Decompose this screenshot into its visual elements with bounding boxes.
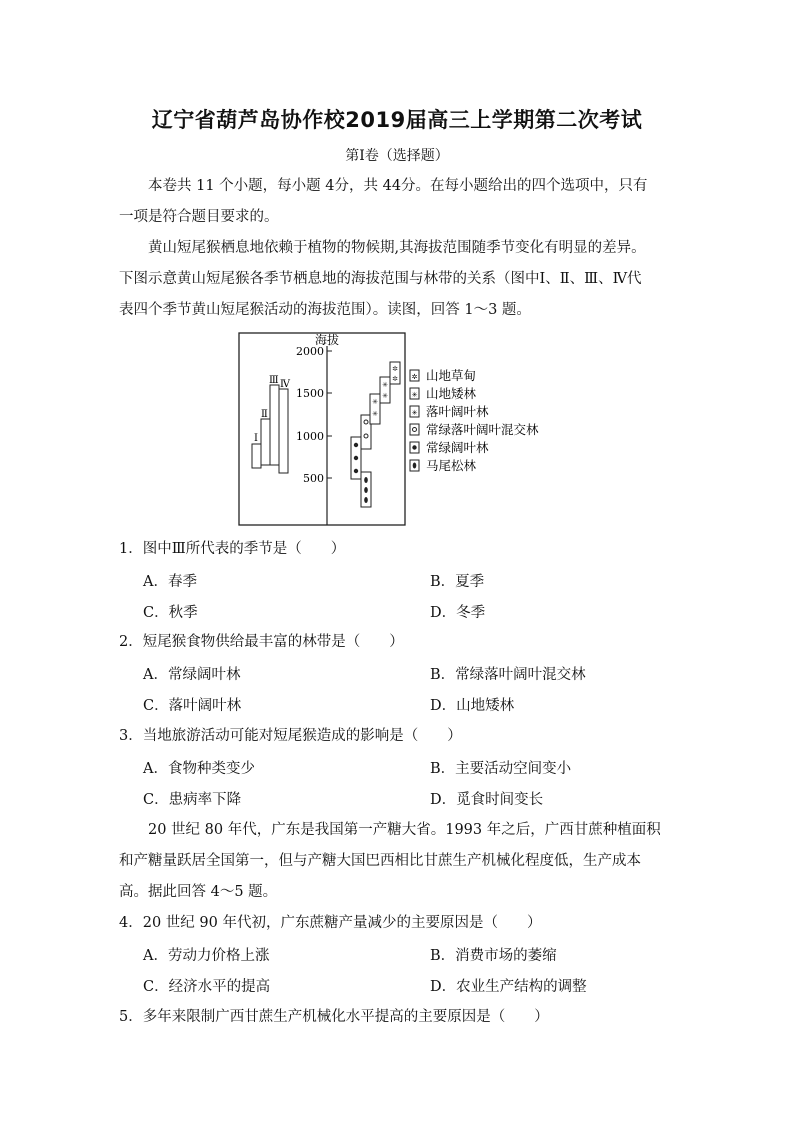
question-2-option-b: B．常绿落叶阔叶混交林 [430,667,586,683]
legend-label: 常绿落叶阔叶混交林 [426,422,539,437]
season-bar-1 [252,444,261,468]
section-subtitle: 第Ⅰ卷（选择题） [345,148,449,164]
question-4-option-a: A．劳动力价格上涨 [143,948,270,964]
season-bar-3 [270,385,279,465]
svg-text:✳: ✳ [382,392,388,400]
question-1-option-a: A．春季 [143,574,197,590]
legend [410,368,539,473]
intro-line-1: 本卷共 11 个小题，每小题 4分，共 44分。在每小题给出的四个选项中，只有 [148,178,648,194]
question-1-stem: 1．图中Ⅲ所代表的季节是（ ） [119,541,346,557]
question-2-option-a: A．常绿阔叶林 [143,667,241,683]
svg-text:✳: ✳ [372,410,378,418]
mixed-tree-icon [410,424,419,435]
passage2-line-1: 20 世纪 80 年代，广东是我国第一产糖大省。1993 年之后，广西甘蔗种植面积 [148,822,661,838]
question-3-option-d: D．觅食时间变长 [430,792,544,808]
legend-label: 山地草甸 [426,368,477,383]
question-1-option-b: B．夏季 [430,574,485,590]
passage1-line-1: 黄山短尾猴栖息地依赖于植物的物候期,其海拔范围随季节变化有明显的差异。 [148,240,646,256]
legend-label: 马尾松林 [426,458,477,473]
question-4-option-b: B．消费市场的萎缩 [430,948,557,964]
question-3-option-c: C．患病率下降 [143,792,242,808]
legend-label: 常绿阔叶林 [426,440,489,455]
page-title: 辽宁省葫芦岛协作校2019届高三上学期第二次考试 [151,108,643,132]
tick-label: 500 [303,472,324,485]
svg-text:✲: ✲ [392,365,398,373]
axis-title: 海拔 [315,333,340,347]
season-label: Ⅲ [269,375,279,386]
passage2-line-3: 高。据此回答 4～5 题。 [119,884,278,900]
svg-text:✳: ✳ [372,398,378,406]
question-4-stem: 4．20 世纪 90 年代初，广东蔗糖产量减少的主要原因是（ ） [119,915,542,931]
question-1-option-c: C．秋季 [143,605,198,621]
season-bar-4 [279,389,288,473]
svg-text:✳: ✳ [382,381,388,389]
svg-text:✲: ✲ [392,375,398,383]
question-2-option-c: C．落叶阔叶林 [143,698,242,714]
belt-symbols [354,365,398,503]
season-label: Ⅳ [280,379,290,390]
question-3-stem: 3．当地旅游活动可能对短尾猴造成的影响是（ ） [119,728,462,744]
question-3-option-a: A．食物种类变少 [143,761,255,777]
season-bar-2 [261,419,270,465]
altitude-forest-figure [236,330,566,528]
question-5-stem: 5．多年来限制广西甘蔗生产机械化水平提高的主要原因是（ ） [119,1009,549,1025]
passage1-line-3: 表四个季节黄山短尾猴活动的海拔范围）。读图，回答 1～3 题。 [119,302,531,318]
question-2-stem: 2．短尾猴食物供给最丰富的林带是（ ） [119,634,404,650]
question-4-option-c: C．经济水平的提高 [143,979,271,995]
legend-label: 山地矮林 [426,386,477,401]
season-label: Ⅰ [254,433,258,444]
passage2-line-2: 和产糖量跃居全国第一，但与产糖大国巴西相比甘蔗生产机械化程度低，生产成本 [119,853,641,869]
question-3-option-b: B．主要活动空间变小 [430,761,572,777]
tick-label: 1500 [296,387,324,400]
legend-label: 落叶阔叶林 [426,404,489,419]
tick-label: 1000 [296,430,324,443]
passage1-line-2: 下图示意黄山短尾猴各季节栖息地的海拔范围与林带的关系（图中Ⅰ、Ⅱ、Ⅲ、Ⅳ代 [119,271,642,287]
svg-text:✲: ✲ [411,373,418,381]
svg-text:✳: ✳ [411,409,418,417]
question-4-option-d: D．农业生产结构的调整 [430,979,587,995]
question-1-option-d: D．冬季 [430,605,486,621]
svg-text:✳: ✳ [411,391,418,399]
intro-line-2: 一项是符合题目要求的。 [119,209,279,225]
tick-label: 2000 [296,345,324,358]
question-2-option-d: D．山地矮林 [430,698,515,714]
season-label: Ⅱ [261,409,268,420]
